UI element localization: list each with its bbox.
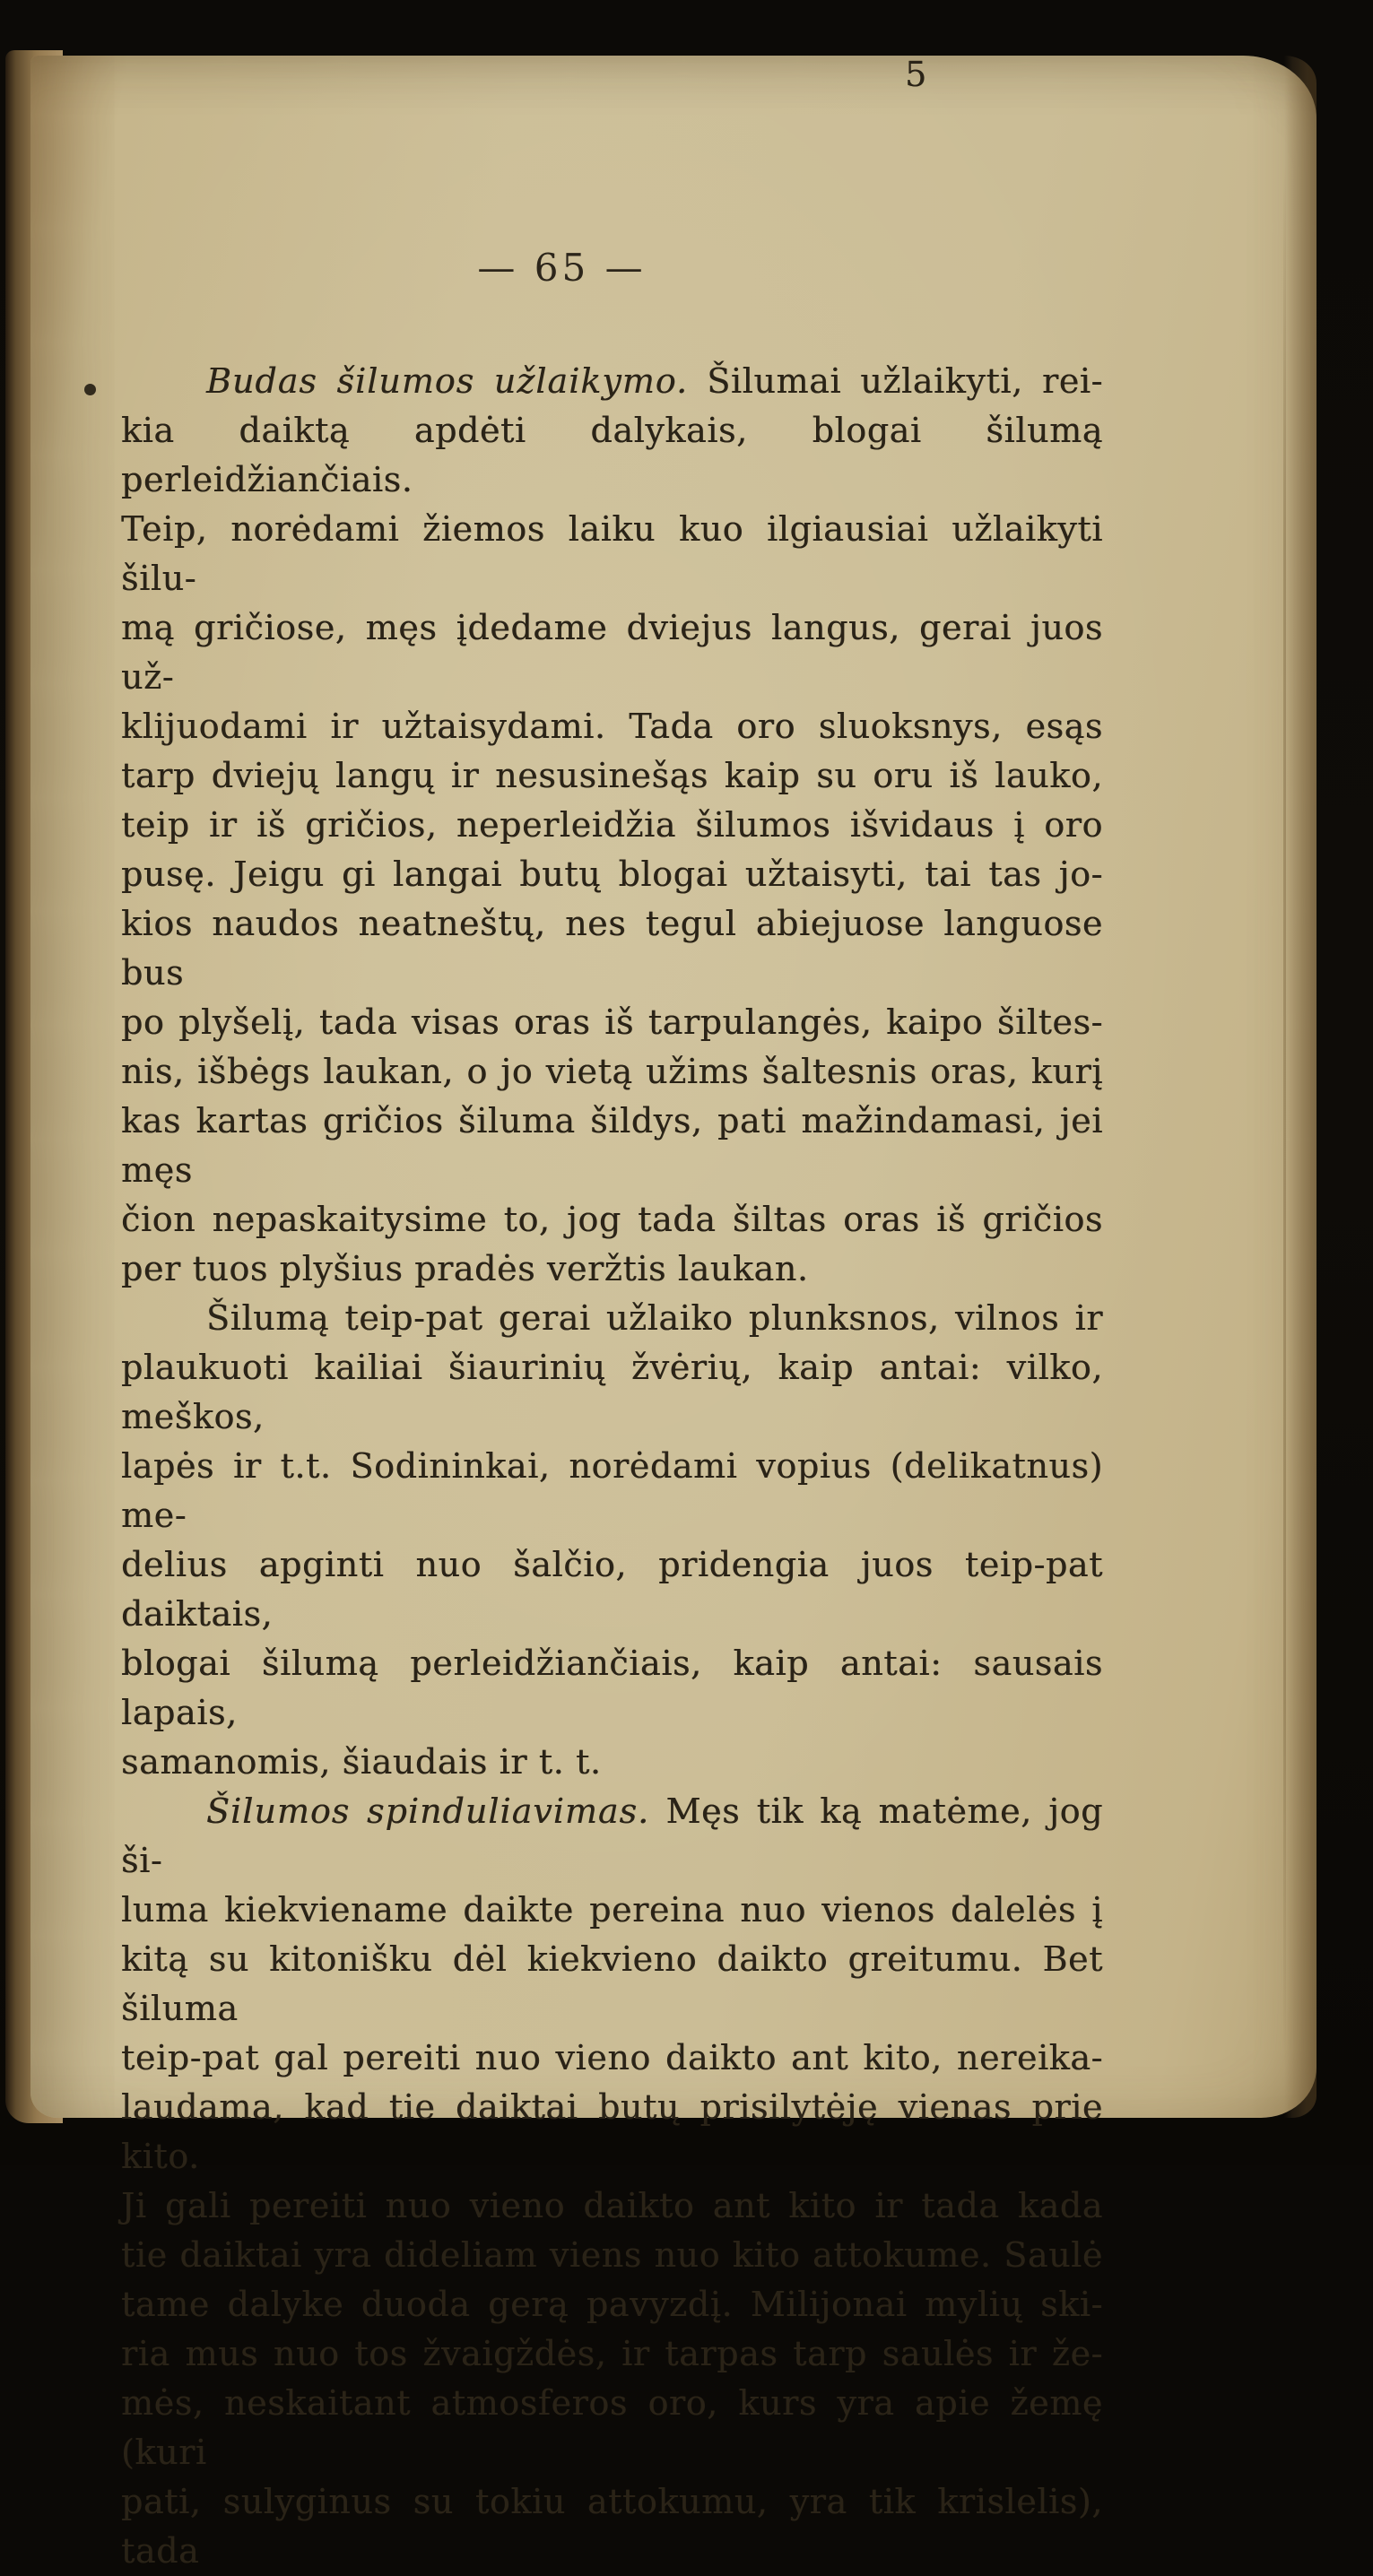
text-line: kia daiktą apdėti dalykais, blogai šilumą perleidžiančiais.: [121, 411, 1103, 499]
text-line: kas kartas gričios šiluma šildys, pati mažindamasi, jei męs: [121, 1101, 1103, 1190]
text-line: kios naudos neatneštų, nes tegul abiejuose languose bus: [121, 904, 1103, 993]
text-line: po plyšelį, tada visas oras iš tarpulangės, kaipo šiltes-: [121, 1002, 1103, 1042]
page-edge-crease: [1283, 163, 1286, 2064]
paragraph: [121, 1787, 1103, 2576]
text-line: tame dalyke duoda gerą pavyzdį. Milijonai mylių ski-: [121, 2285, 1103, 2324]
text-block: [121, 357, 1103, 2576]
text-line: čion nepaskaitysime to, jog tada šiltas oras iš gričios: [121, 1200, 1103, 1239]
text-line: Budas šilumos užlaikymo. Šilumai užlaikyti, rei-: [206, 361, 1103, 401]
page-fore-edge: [1284, 56, 1317, 2118]
text-line: nis, išbėgs laukan, o jo vietą užims šaltesnis oras, kurį: [121, 1052, 1103, 1091]
text-line: plaukuoti kailiai šiaurinių žvėrių, kaip antai: vilko, meškos,: [121, 1348, 1103, 1436]
text-line: blogai šilumą perleidžiančiais, kaip antai: sausais lapais,: [121, 1644, 1103, 1732]
text-line: pati, sulyginus su tokiu attokumu, yra tik krislelis), tada: [121, 2482, 1103, 2571]
text-line: Teip, norėdami žiemos laiku kuo ilgiausiai užlaikyti šilu-: [121, 509, 1103, 598]
text-line: per tuos plyšius pradės veržtis laukan.: [121, 1249, 809, 1288]
text-line: teip ir iš gričios, neperleidžia šilumos išvidaus į oro: [121, 805, 1103, 845]
text-line: Šilumos spinduliavimas. Męs tik ką matėme, jog ši-: [121, 1791, 1103, 1880]
text-line: Šilumą teip-pat gerai užlaiko plunksnos, vilnos ir: [206, 1298, 1103, 1338]
text-line: mės, neskaitant atmosferos oro, kurs yra apie žemę (kuri: [121, 2383, 1103, 2472]
book-page: [30, 55, 1317, 2571]
text-line: mą gričiose, męs įdedame dviejus langus, gerai juos už-: [121, 608, 1103, 697]
text-line: delius apginti nuo šalčio, pridengia juos teip-pat daiktais,: [121, 1545, 1103, 1634]
text-line: ria mus nuo tos žvaigždės, ir tarpas tarp saulės ir že-: [121, 2334, 1103, 2373]
paragraph: [121, 1294, 1103, 1787]
page-number-header: — 65 —: [477, 246, 647, 290]
text-line: tie daiktai yra dideliam viens nuo kito attokume. Saulė: [121, 2235, 1103, 2275]
italic-lead: Šilumos spinduliavimas.: [206, 1791, 650, 1831]
text-line: lapės ir t.t. Sodininkai, norėdami vopius (delikatnus) me-: [121, 1446, 1103, 1535]
signature-mark: 5: [905, 55, 927, 94]
text-line: kitą su kitonišku dėl kiekvieno daikto greitumu. Bet šiluma: [121, 1939, 1103, 2028]
text-line: tarp dviejų langų ir nesusinešąs kaip su oru iš lauko,: [121, 756, 1103, 795]
text-line: Ji gali pereiti nuo vieno daikto ant kito ir tada kada: [121, 2186, 1103, 2225]
text-line: pusę. Jeigu gi langai butų blogai užtaisyti, tai tas jo-: [121, 854, 1103, 894]
italic-lead: Budas šilumos užlaikymo.: [206, 361, 689, 401]
text-line: laudama, kad tie daiktai butų prisilytėję vienas prie kito.: [121, 2087, 1103, 2176]
text-line: samanomis, šiaudais ir t. t.: [121, 1742, 602, 1782]
text-line: klijuodami ir užtaisydami. Tada oro sluoksnys, esąs: [121, 707, 1103, 746]
paragraph: [121, 357, 1103, 1294]
text-line: teip-pat gal pereiti nuo vieno daikto ant kito, nereika-: [121, 2038, 1103, 2077]
margin-ink-dot: [84, 384, 96, 395]
text-line: luma kiekviename daikte pereina nuo vienos dalelės į: [121, 1890, 1103, 1930]
